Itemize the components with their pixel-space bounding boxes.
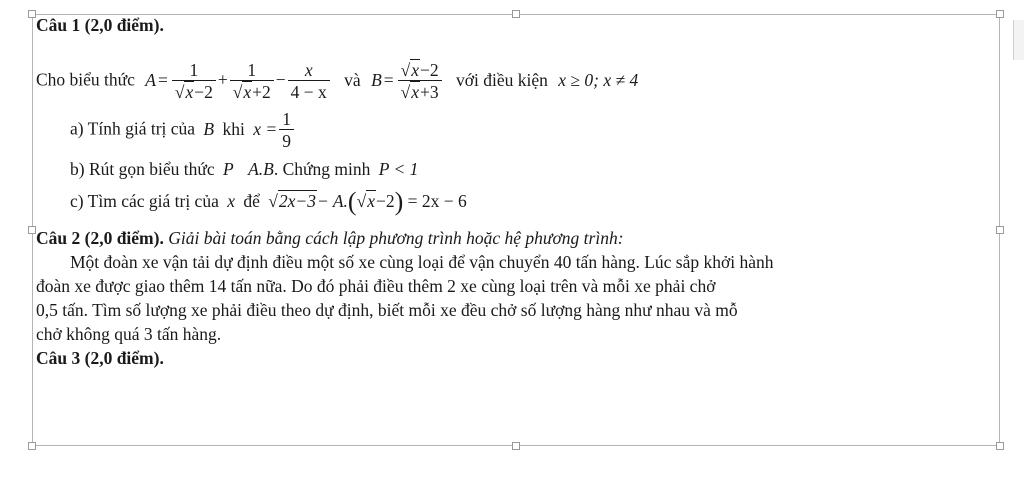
fraction-a: $\frac{1}{9}$: [279, 109, 294, 152]
window-edge-panel: [1013, 20, 1024, 60]
q1-part-a: a) Tính giá trị của B khi x = $\frac{1}{9}$: [36, 109, 1006, 152]
fraction-b: $\frac{√x-2}{√x+3}$: [398, 60, 442, 103]
q1-heading: Câu 1 (2,0 điểm).: [36, 15, 164, 35]
q1-part-b: b) Rút gọn biểu thức P A.B. Chứng minh P < 1: [70, 159, 419, 179]
q1-expression-line: Cho biểu thức A = $\frac{1}{√x-2}$ + $\frac{1}{√x+2}$ − $\frac{x}{4 - x}$ và B = $\frac{√x-2}{√x+3}$ với điều kiện x ≥ 0; x ≠ 4: [36, 60, 639, 102]
sqrt-x: √x: [356, 191, 375, 211]
fraction-2: $\frac{1}{√x+2}$: [230, 60, 274, 103]
resize-handle-top-left[interactable]: [28, 10, 36, 18]
q2-paragraph-line-1: Một đoàn xe vận tải dự định điều một số xe cùng loại để vận chuyển 40 tấn hàng. Lúc sắp khởi hành: [70, 252, 774, 272]
q2-paragraph-line-2: đoàn xe được giao thêm 14 tấn nữa. Do đó phải điều thêm 2 xe cùng loại trên và mỗi xe phải chở: [36, 276, 716, 296]
resize-handle-bottom-middle[interactable]: [512, 442, 520, 450]
fraction-1: $\frac{1}{√x-2}$: [172, 60, 216, 103]
q2-heading-line: Câu 2 (2,0 điểm). Giải bài toán bằng cách lập phương trình hoặc hệ phương trình:: [36, 228, 624, 248]
q2-paragraph-line-3: 0,5 tấn. Tìm số lượng xe phải điều theo dự định, biết mỗi xe đều chở số lượng hàng như nhau và mỗ: [36, 300, 738, 320]
fraction-3: $\frac{x}{4 - x}$: [288, 60, 330, 103]
q3-heading: Câu 3 (2,0 điểm).: [36, 348, 164, 368]
document-content[interactable]: [36, 14, 1006, 368]
resize-handle-middle-left[interactable]: [28, 226, 36, 234]
resize-handle-bottom-right[interactable]: [996, 442, 1004, 450]
sqrt-2x-3: √2x−3: [268, 191, 316, 211]
resize-handle-bottom-left[interactable]: [28, 442, 36, 450]
q2-paragraph-line-4: chở không quá 3 tấn hàng.: [36, 324, 222, 344]
q1-part-c: c) Tìm các giá trị của x để √2x−3− A.(√x−2) = 2x − 6: [70, 187, 467, 216]
